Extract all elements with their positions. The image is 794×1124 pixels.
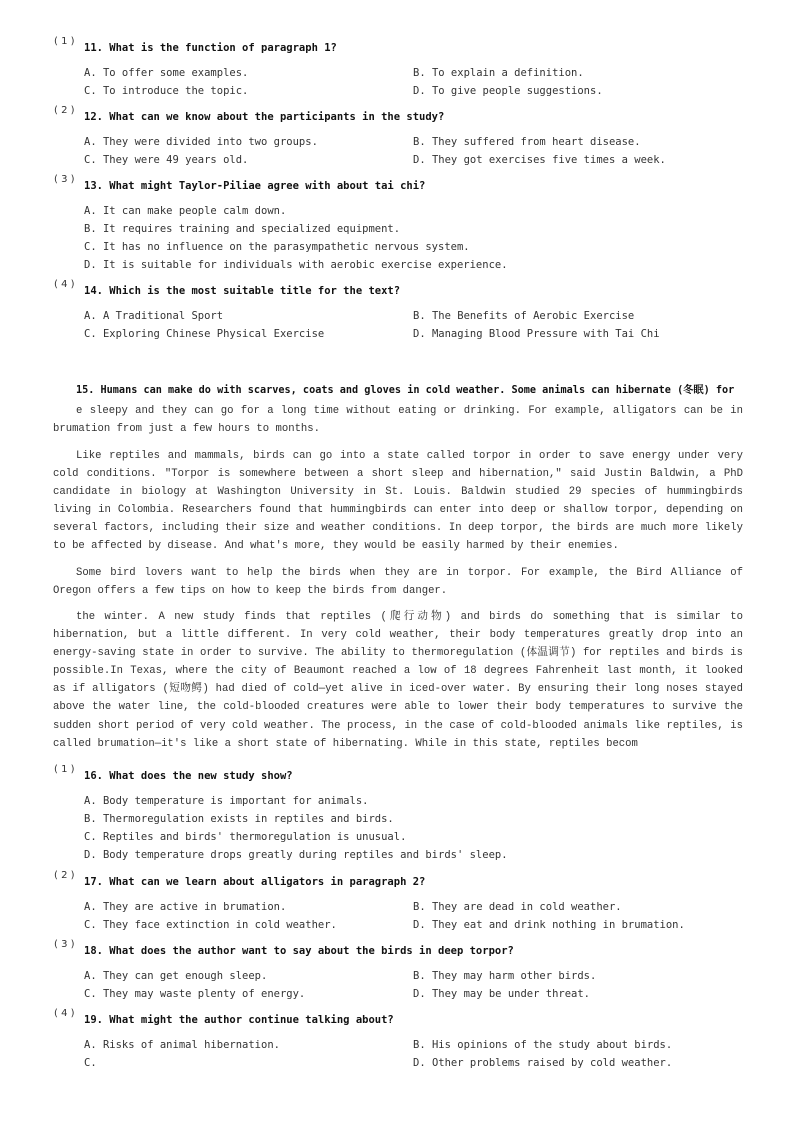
option-c[interactable]: C. — [84, 1057, 97, 1069]
option-d[interactable]: D. To give people suggestions. — [413, 85, 603, 97]
question-index: ( 4 ) — [54, 1008, 75, 1019]
question-index: ( 3 ) — [54, 939, 75, 950]
option-d[interactable]: D. It is suitable for individuals with aerobic exercise experience. — [84, 259, 508, 271]
question-text: 19. What might the author continue talking about? — [84, 1014, 394, 1026]
option-b[interactable]: B. They are dead in cold weather. — [413, 901, 622, 913]
option-c[interactable]: C. It has no influence on the parasympathetic nervous system. — [84, 241, 470, 253]
option-a[interactable]: A. To offer some examples. — [84, 67, 249, 79]
option-d[interactable]: D. They eat and drink nothing in brumation. — [413, 919, 685, 931]
option-a[interactable]: A. It can make people calm down. — [84, 205, 287, 217]
passage-paragraph-2: Like reptiles and mammals, birds can go into a state called torpor in order to save energy under very cold conditions. "Torpor is somewhere between a short sleep and hibernation," said Justin Baldwin, a PhD candidate in biology at Washington University in St. Louis. Baldwin studied 29 species of hummingbirds living in Colombia. Researchers found that hummingbirds can enter into deep or shallow torpor, depending on several factors, including their size and weather conditions. In deep torpor, the birds are much more likely to be affected by disease. And what's more, they would be easily harmed by their enemies. — [53, 450, 743, 553]
question-text: 11. What is the function of paragraph 1? — [84, 42, 337, 54]
option-c[interactable]: C. They may waste plenty of energy. — [84, 988, 306, 1000]
passage-paragraph-4: the winter. A new study finds that reptiles (爬行动物) and birds do something that is similar to hibernation, but a little different. In very cold weather, their body temperatures greatly drop into an energy-saving state in order to survive. The ability to thermoregulation (体温调节) for reptiles and birds is possible.In Texas, where the city of Beaumont reached a low of 18 degrees Fahrenheit last month, it looked as if alligators (短吻鳄) had died of cold—yet alive in iced-over water. By ensuring their long noses stayed above the water line, the cold-blooded creatures were able to lower their body temperatures to survive the sudden short period of very cold weather. The process, in the case of cold-blooded animals like reptiles, is called brumation—it's like a short state of hibernating. While in this state, reptiles becom — [53, 611, 743, 750]
option-d[interactable]: D. They may be under threat. — [413, 988, 591, 1000]
question-index: ( 1 ) — [54, 764, 75, 775]
question-12 — [54, 105, 754, 131]
option-d[interactable]: D. Body temperature drops greatly during reptiles and birds' sleep. — [84, 849, 508, 861]
question-14 — [54, 279, 754, 305]
option-b[interactable]: B. To explain a definition. — [413, 67, 584, 79]
question-index: ( 1 ) — [54, 36, 75, 47]
question-18 — [54, 939, 754, 965]
question-text: 12. What can we know about the participants in the study? — [84, 111, 445, 123]
option-c[interactable]: C. They face extinction in cold weather. — [84, 919, 337, 931]
option-c[interactable]: C. Exploring Chinese Physical Exercise — [84, 328, 325, 340]
passage-heading: 15. Humans can make do with scarves, coats and gloves in cold weather. Some animals can hibernate (冬眠) for — [76, 385, 735, 396]
question-19 — [54, 1008, 754, 1034]
option-a[interactable]: A. They can get enough sleep. — [84, 970, 268, 982]
option-c[interactable]: C. To introduce the topic. — [84, 85, 249, 97]
option-a[interactable]: A. They were divided into two groups. — [84, 136, 318, 148]
question-index: ( 3 ) — [54, 174, 75, 185]
question-text: 13. What might Taylor-Piliae agree with about tai chi? — [84, 180, 426, 192]
option-b[interactable]: B. His opinions of the study about birds. — [413, 1039, 673, 1051]
passage-paragraph-1: e sleepy and they can go for a long time without eating or drinking. For example, alligators can be in brumation from just a few hours to months. — [53, 405, 743, 436]
option-a[interactable]: A. A Traditional Sport — [84, 310, 224, 322]
question-11 — [54, 36, 754, 62]
question-index: ( 4 ) — [54, 279, 75, 290]
question-text: 16. What does the new study show? — [84, 770, 293, 782]
option-d[interactable]: D. Managing Blood Pressure with Tai Chi — [413, 328, 660, 340]
question-16 — [54, 764, 754, 790]
option-a[interactable]: A. They are active in brumation. — [84, 901, 287, 913]
option-b[interactable]: B. It requires training and specialized equipment. — [84, 223, 401, 235]
question-17 — [54, 870, 754, 896]
option-c[interactable]: C. They were 49 years old. — [84, 154, 249, 166]
question-text: 17. What can we learn about alligators in paragraph 2? — [84, 876, 426, 888]
option-c[interactable]: C. Reptiles and birds' thermoregulation is unusual. — [84, 831, 407, 843]
question-text: 14. Which is the most suitable title for the text? — [84, 285, 401, 297]
option-d[interactable]: D. Other problems raised by cold weather. — [413, 1057, 673, 1069]
option-a[interactable]: A. Body temperature is important for animals. — [84, 795, 369, 807]
option-b[interactable]: B. They may harm other birds. — [413, 970, 597, 982]
option-b[interactable]: B. Thermoregulation exists in reptiles and birds. — [84, 813, 394, 825]
option-a[interactable]: A. Risks of animal hibernation. — [84, 1039, 280, 1051]
option-b[interactable]: B. They suffered from heart disease. — [413, 136, 641, 148]
question-text: 18. What does the author want to say about the birds in deep torpor? — [84, 945, 514, 957]
question-index: ( 2 ) — [54, 870, 75, 881]
option-b[interactable]: B. The Benefits of Aerobic Exercise — [413, 310, 635, 322]
passage-paragraph-3: Some bird lovers want to help the birds when they are in torpor. For example, the Bird Alliance of Oregon offers a few tips on how to keep the birds from danger. — [53, 567, 743, 598]
question-13 — [54, 174, 754, 200]
option-d[interactable]: D. They got exercises five times a week. — [413, 154, 666, 166]
question-index: ( 2 ) — [54, 105, 75, 116]
